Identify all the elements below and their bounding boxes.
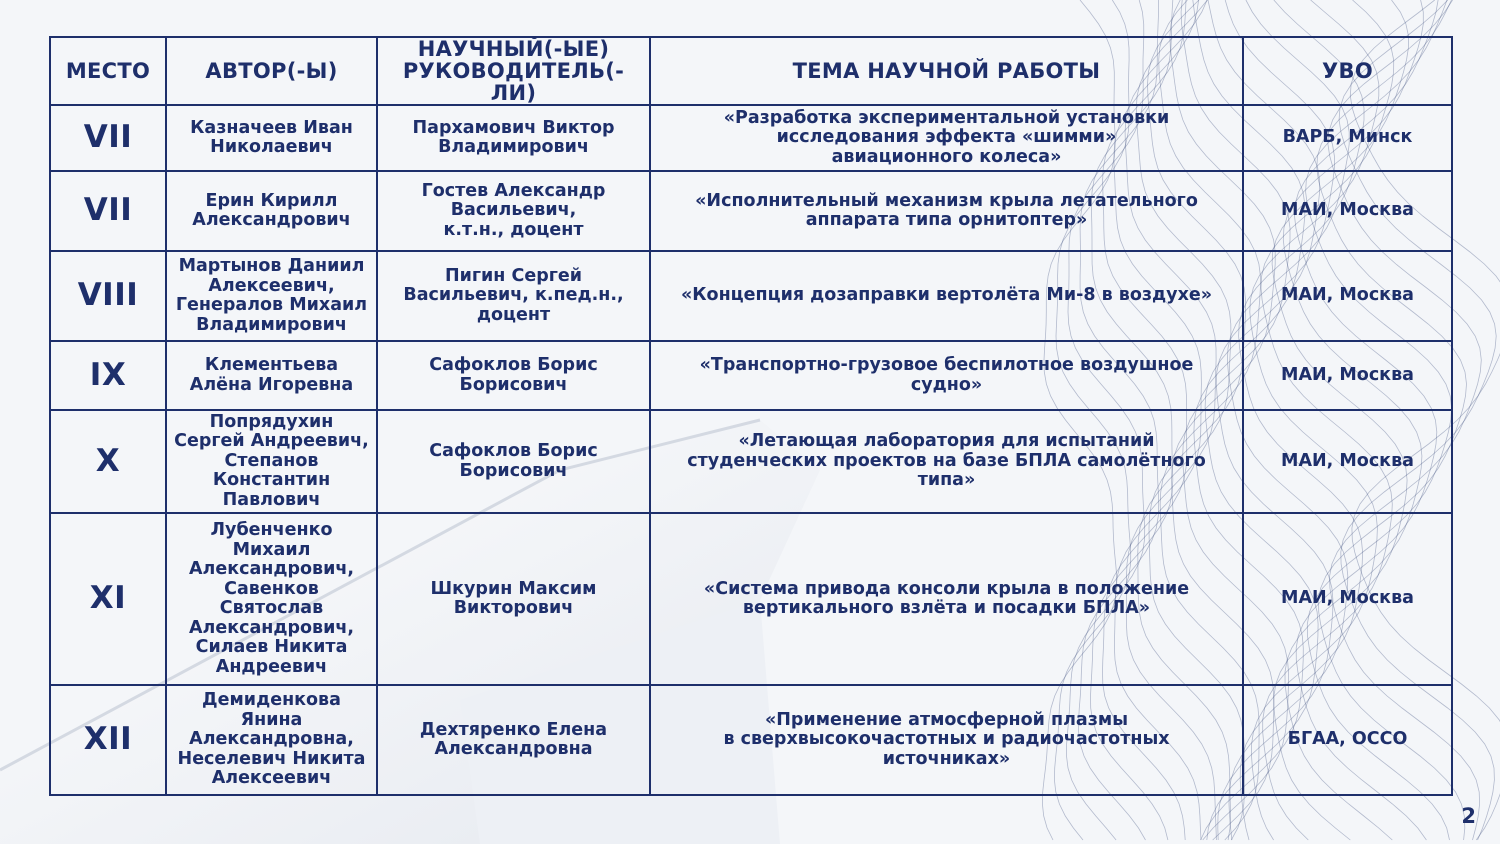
page-number: 2 [1461,804,1476,828]
header-university: УВО [1243,37,1452,105]
university-cell: МАИ, Москва [1243,410,1452,513]
supervisors-cell: Гостев Александр Васильевич, к.т.н., доцент [377,171,650,251]
place-cell: VII [50,171,166,251]
header-authors: АВТОР(-Ы) [166,37,377,105]
place-cell: XII [50,685,166,795]
winners-table [49,36,1453,796]
university-cell: МАИ, Москва [1243,341,1452,410]
table-row [50,105,1452,171]
authors-cell: Ерин Кирилл Александрович [166,171,377,251]
authors-cell: Клементьева Алёна Игоревна [166,341,377,410]
place-cell: VII [50,105,166,171]
supervisors-cell: Дехтяренко Елена Александровна [377,685,650,795]
authors-cell: Демиденкова Янина Александровна, Неселевич Никита Алексеевич [166,685,377,795]
table-row [50,513,1452,685]
place-cell: XI [50,513,166,685]
authors-cell: Мартынов Даниил Алексеевич, Генералов Михаил Владимирович [166,251,377,341]
supervisors-cell: Пигин Сергей Васильевич, к.пед.н., доцент [377,251,650,341]
topic-cell: «Концепция дозаправки вертолёта Ми-8 в воздухе» [650,251,1243,341]
authors-cell: Казначеев Иван Николаевич [166,105,377,171]
authors-cell: Лубенченко Михаил Александрович, Савенков Святослав Александрович, Силаев Никита Андреевич [166,513,377,685]
table-row [50,341,1452,410]
topic-cell: «Летающая лаборатория для испытаний студенческих проектов на базе БПЛА самолётного типа» [650,410,1243,513]
header-topic: ТЕМА НАУЧНОЙ РАБОТЫ [650,37,1243,105]
place-cell: VIII [50,251,166,341]
topic-cell: «Применение атмосферной плазмы в сверхвысокочастотных и радиочастотных источниках» [650,685,1243,795]
table-header-row [50,37,1452,105]
topic-cell: «Исполнительный механизм крыла летательного аппарата типа орнитоптер» [650,171,1243,251]
supervisors-cell: Пархамович Виктор Владимирович [377,105,650,171]
university-cell: ВАРБ, Минск [1243,105,1452,171]
topic-cell: «Система привода консоли крыла в положение вертикального взлёта и посадки БПЛА» [650,513,1243,685]
header-supervisors: НАУЧНЫЙ(-ЫЕ) РУКОВОДИТЕЛЬ(-ЛИ) [377,37,650,105]
header-place: МЕСТО [50,37,166,105]
supervisors-cell: Шкурин Максим Викторович [377,513,650,685]
university-cell: МАИ, Москва [1243,251,1452,341]
authors-cell: Попрядухин Сергей Андреевич, Степанов Константин Павлович [166,410,377,513]
topic-cell: «Транспортно-грузовое беспилотное воздушное судно» [650,341,1243,410]
topic-cell: «Разработка экспериментальной установки исследования эффекта «шимми» авиационного колеса» [650,105,1243,171]
university-cell: МАИ, Москва [1243,513,1452,685]
supervisors-cell: Сафоклов Борис Борисович [377,410,650,513]
table-row [50,685,1452,795]
place-cell: X [50,410,166,513]
table-row [50,251,1452,341]
place-cell: IX [50,341,166,410]
university-cell: БГАА, ОССО [1243,685,1452,795]
table-row [50,410,1452,513]
winners-table-container [49,36,1451,794]
supervisors-cell: Сафоклов Борис Борисович [377,341,650,410]
university-cell: МАИ, Москва [1243,171,1452,251]
table-row [50,171,1452,251]
